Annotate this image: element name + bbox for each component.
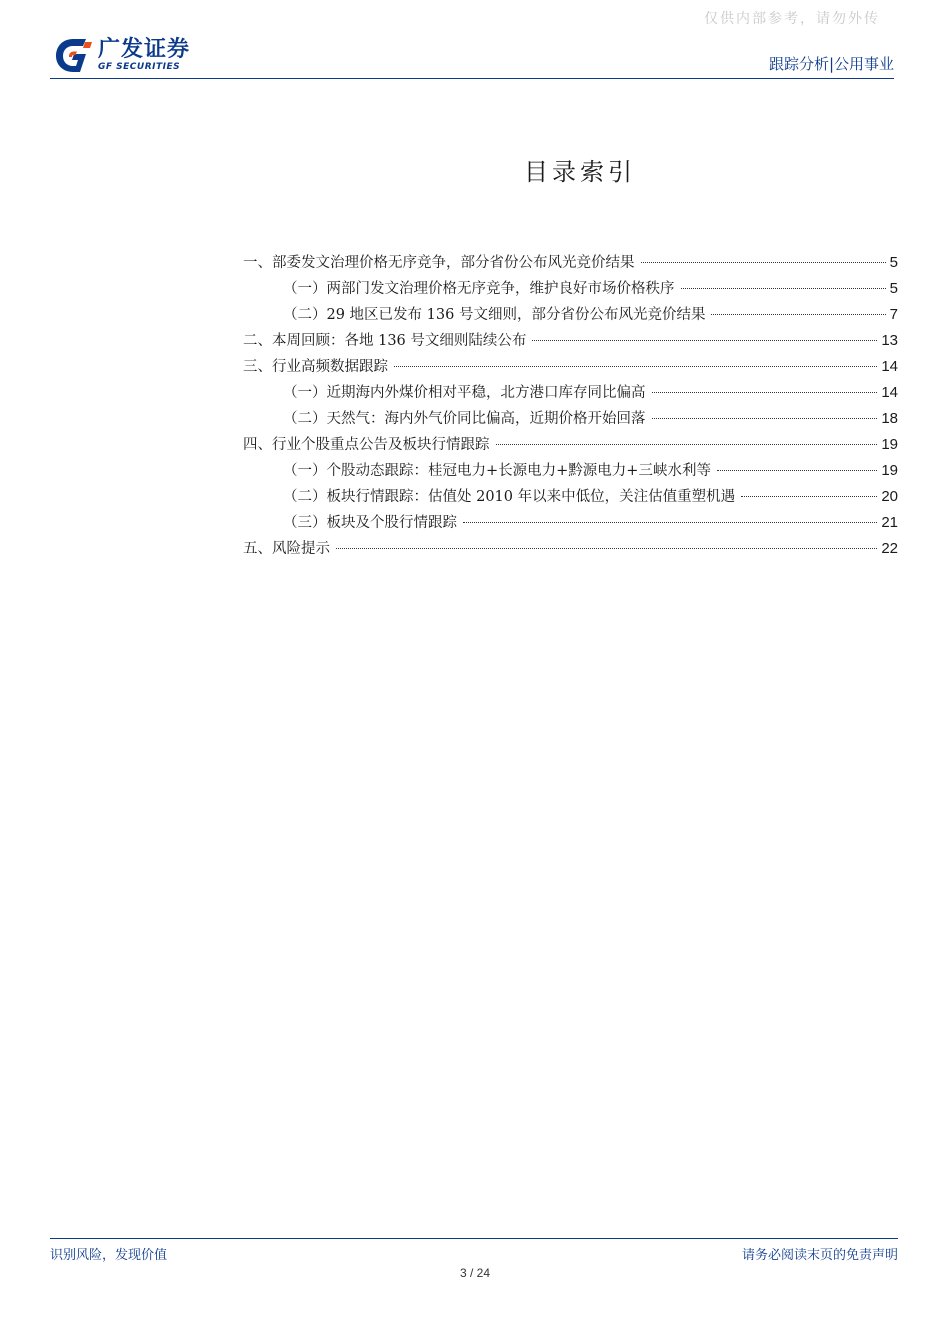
toc-entry-label: 二、本周回顾：各地 136 号文细则陆续公布 [243,333,527,349]
watermark-text: 仅供内部参考，请勿外传 [704,11,880,27]
toc-entry[interactable] [243,458,898,484]
logo-chinese-name: 广发证券 [98,37,191,62]
report-type-label: 跟踪分析|公用事业 [768,55,894,73]
toc-entry-label: （三）板块及个股行情跟踪 [283,515,457,531]
toc-entry-page: 22 [881,540,898,557]
toc-dot-leader [336,548,877,549]
toc-dot-leader [652,392,878,393]
toc-entry-label: （二）板块行情跟踪：估值处 2010 年以来中低位，关注估值重塑机遇 [283,489,736,505]
toc-entry-label: （一）个股动态跟踪：桂冠电力+长源电力+黔源电力+三峡水利等 [283,463,711,479]
toc-entry[interactable] [243,432,898,458]
toc-entry-page: 19 [881,436,898,453]
toc-entry-page: 5 [889,280,898,297]
toc-entry-page: 14 [881,384,898,401]
toc-entry-label: （一）两部门发文治理价格无序竞争，维护良好市场价格秩序 [283,281,675,297]
toc-entry-page: 14 [881,358,898,375]
header-divider [50,78,894,79]
toc-entry-label: 五、风险提示 [243,541,330,557]
toc-title: 目录索引 [524,158,636,186]
toc-entry-page: 20 [881,488,898,505]
toc-entry[interactable] [243,250,898,276]
toc-entry[interactable] [243,406,898,432]
table-of-contents [243,250,898,562]
toc-entry[interactable] [243,484,898,510]
toc-entry-page: 5 [889,254,898,271]
toc-entry-page: 19 [881,462,898,479]
footer-divider [50,1238,898,1239]
toc-entry-page: 21 [881,514,898,531]
toc-entry[interactable] [243,536,898,562]
toc-entry-label: （一）近期海内外煤价相对平稳，北方港口库存同比偏高 [283,385,646,401]
toc-entry-label: （二）29 地区已发布 136 号文细则，部分省份公布风光竞价结果 [283,307,706,323]
toc-dot-leader [717,470,877,471]
company-logo [50,34,190,78]
toc-entry-label: 一、部委发文治理价格无序竞争，部分省份公布风光竞价结果 [243,255,635,271]
logo-text-block [98,39,190,73]
toc-dot-leader [711,314,885,315]
toc-entry-page: 13 [881,332,898,349]
toc-entry-label: （二）天然气：海内外气价同比偏高，近期价格开始回落 [283,411,646,427]
page-header [50,30,894,78]
toc-entry[interactable] [243,328,898,354]
toc-entry[interactable] [243,354,898,380]
toc-dot-leader [496,444,878,445]
logo-english-name: GF SECURITIES [98,62,181,72]
toc-entry[interactable] [243,380,898,406]
footer-slogan: 识别风险，发现价值 [50,1248,168,1263]
toc-dot-leader [681,288,886,289]
toc-entry-label: 三、行业高频数据跟踪 [243,359,388,375]
footer-disclaimer-note: 请务必阅读末页的免责声明 [741,1248,898,1263]
toc-entry[interactable] [243,510,898,536]
toc-entry[interactable] [243,276,898,302]
toc-entry[interactable] [243,302,898,328]
toc-entry-page: 18 [881,410,898,427]
toc-dot-leader [532,340,877,341]
toc-entry-page: 7 [889,306,898,323]
toc-dot-leader [741,496,877,497]
toc-dot-leader [394,366,877,367]
toc-entry-label: 四、行业个股重点公告及板块行情跟踪 [243,437,490,453]
gf-logo-icon [50,34,94,78]
toc-dot-leader [463,522,877,523]
toc-dot-leader [652,418,878,419]
page-number: 3 / 24 [459,1266,491,1280]
toc-dot-leader [641,262,886,263]
